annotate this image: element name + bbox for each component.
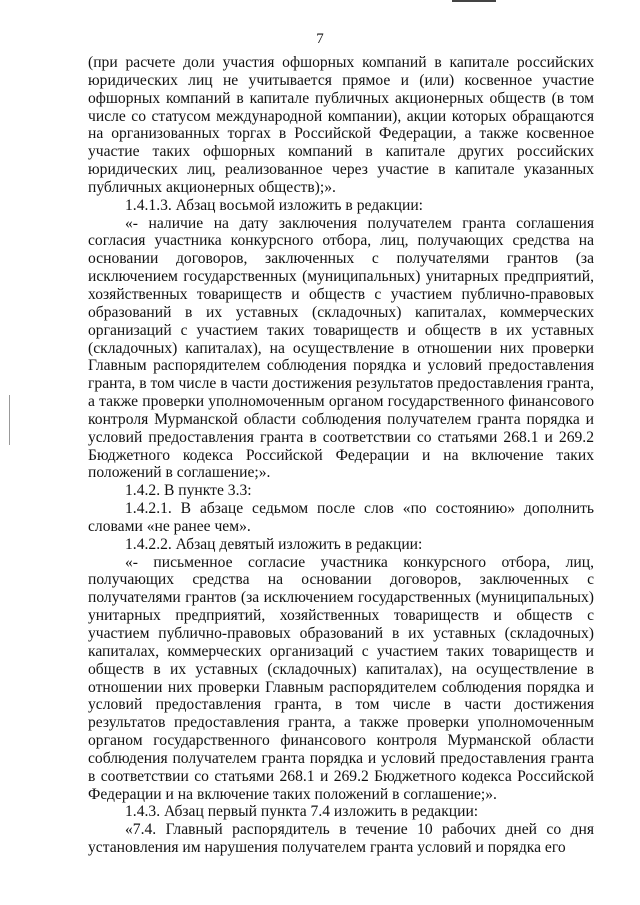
paragraph-item-7-4: «7.4. Главный распорядитель в течение 10 рабочих дней со дня установления им нарушения получателем гранта условий и порядка его bbox=[88, 821, 594, 857]
document-body bbox=[88, 54, 594, 857]
paragraph-item-1-4-1-3: 1.4.1.3. Абзац восьмой изложить в редакции: bbox=[125, 196, 424, 214]
paragraph-offshore-clause: (при расчете доли участия офшорных компаний в капитале российских юридических лиц не учитывается прямое и (или) косвенное участие офшорных компаний в капитале публичных акционерных обществ (в том числе со статусом международной компании), акции которых обращаются на организованных торгах в Российской Федерации, а также косвенное участие таких офшорных компаний в капитале других российских юридических лиц, реализованное через участие в капитале указанных публичных акционерных обществ);». bbox=[88, 54, 594, 196]
paragraph-consent-clause: «- наличие на дату заключения получателем гранта соглашения согласия участника конкурсного отбора, лиц, получающих средства на основании договоров, заключенных с получателями грантов (за исключением государственных (муниципальных) унитарных предприятий, хозяйственных товариществ и обществ с участием публично-правовых образований в их уставных (складочных) капиталах, коммерческих организаций с участием таких товариществ и обществ в их уставных (складочных) капиталах), на осуществление в отношении них проверки Главным распорядителем соблюдения порядка и условий предоставления гранта, в том числе в части достижения результатов предоставления гранта, а также проверки уполномоченным органом государственного финансового контроля Мурманской области соблюдения получателем гранта порядка и условий предоставления гранта в соответствии со статьями 268.1 и 269.2 Бюджетного кодекса Российской Федерации и на включение таких положений в соглашение;». bbox=[88, 214, 594, 482]
margin-scan-mark bbox=[9, 395, 10, 445]
paragraph-item-1-4-2-1: 1.4.2.1. В абзаце седьмом после слов «по состоянию» дополнить словами «не ранее чем». bbox=[88, 500, 594, 535]
page-number: 7 bbox=[316, 31, 324, 47]
paragraph-item-1-4-2: 1.4.2. В пункте 3.3: bbox=[125, 482, 252, 500]
paragraph-written-consent-clause: «- письменное согласие участника конкурсного отбора, лиц, получающих средства на основании договоров, заключенных с получателями грантов (за исключением государственных (муниципальных) унитарных предприятий, хозяйственных товариществ и обществ с участием публично-правовых образований в их уставных (складочных) капиталах, коммерческих организаций с участием таких товариществ и обществ в их уставных (складочных) капиталах), на осуществление в отношении них проверки Главным распорядителем соблюдения порядка и условий предоставления гранта, в том числе в части достижения результатов предоставления гранта, а также проверки уполномоченным органом государственного финансового контроля Мурманской области соблюдения получателем гранта порядка и условий предоставления гранта в соответствии со статьями 268.1 и 269.2 Бюджетного кодекса Российской Федерации и на включение таких положений в соглашение;». bbox=[88, 553, 594, 803]
top-edge-mark bbox=[452, 0, 496, 2]
paragraph-item-1-4-2-2: 1.4.2.2. Абзац девятый изложить в редакции: bbox=[125, 535, 423, 553]
paragraph-item-1-4-3: 1.4.3. Абзац первый пункта 7.4 изложить в редакции: bbox=[125, 803, 479, 821]
